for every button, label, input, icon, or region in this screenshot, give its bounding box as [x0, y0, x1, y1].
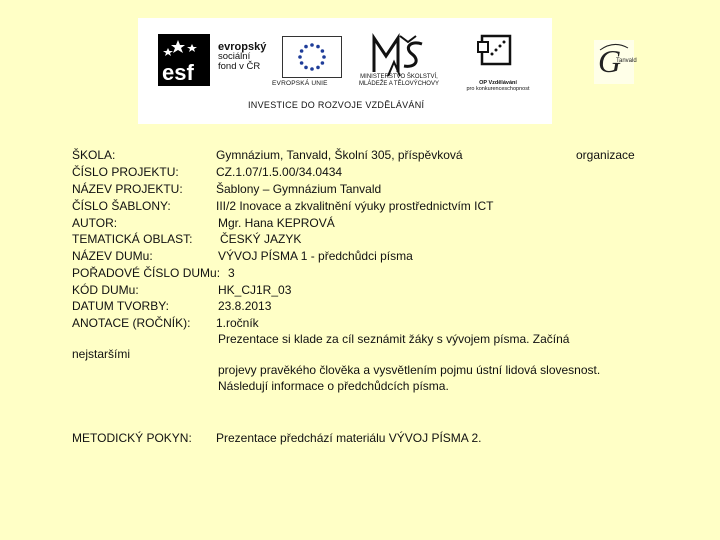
row-value-kod-dumu: HK_CJ1R_03 — [218, 283, 292, 297]
row-label-kod-dumu: KÓD DUMu: — [72, 283, 139, 297]
esf-text-line: sociální — [218, 51, 251, 62]
row-value-anotace: 1.ročník — [216, 316, 259, 330]
svg-text:Tanvald: Tanvald — [616, 58, 637, 64]
gymnazium-tanvald-logo-icon — [594, 40, 637, 84]
row-label-cislo-sablony: ČÍSLO ŠABLONY: — [72, 199, 171, 213]
annotation-line-2: projevy pravěkého člověka a vysvětlením pojmu ústní lidová slovesnost. — [218, 363, 601, 377]
investice-slogan: INVESTICE DO ROZVOJE VZDĚLÁVÁNÍ — [248, 100, 425, 110]
row-value-cislo-sablony: III/2 Inovace a zkvalitnění výuky prostřednictvím ICT — [216, 199, 494, 213]
row-value-tematicka-oblast: ČESKÝ JAZYK — [220, 232, 302, 246]
annotation-side-word: nejstaršími — [72, 347, 131, 361]
svg-text:G: G — [598, 43, 622, 79]
row-value-cislo-projektu: CZ.1.07/1.5.00/34.0434 — [216, 165, 343, 179]
op-label-line: pro konkurenceschopnost — [466, 86, 530, 92]
msmt-label — [344, 74, 454, 88]
row-label-datum-tvorby: DATUM TVORBY: — [72, 299, 169, 313]
eu-flag-icon — [282, 36, 342, 78]
row-label-nazev-dumu: NÁZEV DUMu: — [72, 249, 153, 263]
row-value-autor: Mgr. Hana KEPROVÁ — [218, 216, 335, 230]
op-label — [458, 80, 538, 92]
row-label-anotace: ANOTACE (ROČNÍK): — [72, 316, 191, 330]
row-value-datum-tvorby: 23.8.2013 — [218, 299, 272, 313]
eu-label: EVROPSKÁ UNIE — [272, 80, 328, 87]
msmt-label-line: MINISTERSTVO ŠKOLSTVÍ, — [360, 74, 438, 80]
row-value-skola: Gymnázium, Tanvald, Školní 305, příspěvková — [216, 148, 463, 162]
msmt-label-line: MLÁDEŽE A TĚLOVÝCHOVY — [359, 81, 439, 87]
logo-banner — [138, 18, 552, 124]
esf-text — [218, 42, 266, 72]
row-label-skola: ŠKOLA: — [72, 148, 116, 162]
row-value-poradove-cislo: 3 — [228, 266, 235, 280]
row-label-poradove-cislo: POŘADOVÉ ČÍSLO DUMu: — [72, 266, 221, 280]
op-label-line: OP Vzdělávání — [479, 80, 517, 86]
method-label: METODICKÝ POKYN: — [72, 431, 192, 445]
method-value: Prezentace předchází materiálu VÝVOJ PÍSMA 2. — [216, 431, 482, 445]
annotation-line-3: Následují informace o předchůdcích písma. — [218, 379, 449, 393]
esf-logo-icon — [158, 34, 210, 86]
row-label-autor: AUTOR: — [72, 216, 118, 230]
row-label-cislo-projektu: ČÍSLO PROJEKTU: — [72, 165, 179, 179]
esf-text-line: fond v ČR — [218, 61, 261, 72]
row-label-tematicka-oblast: TEMATICKÁ OBLAST: — [72, 232, 193, 246]
row-value-nazev-dumu: VÝVOJ PÍSMA 1 - předchůdci písma — [218, 249, 413, 263]
annotation-line-1: Prezentace si klade za cíl seznámit žáky s vývojem písma. Začíná — [218, 332, 570, 346]
row-value-skola-extra: organizace — [576, 148, 635, 162]
msmt-logo-icon — [370, 32, 426, 78]
row-label-nazev-projektu: NÁZEV PROJEKTU: — [72, 182, 183, 196]
svg-text:esf: esf — [162, 60, 194, 85]
esf-text-line: evropský — [218, 41, 267, 53]
row-value-nazev-projektu: Šablony – Gymnázium Tanvald — [216, 182, 382, 196]
op-logo-icon — [474, 32, 518, 72]
